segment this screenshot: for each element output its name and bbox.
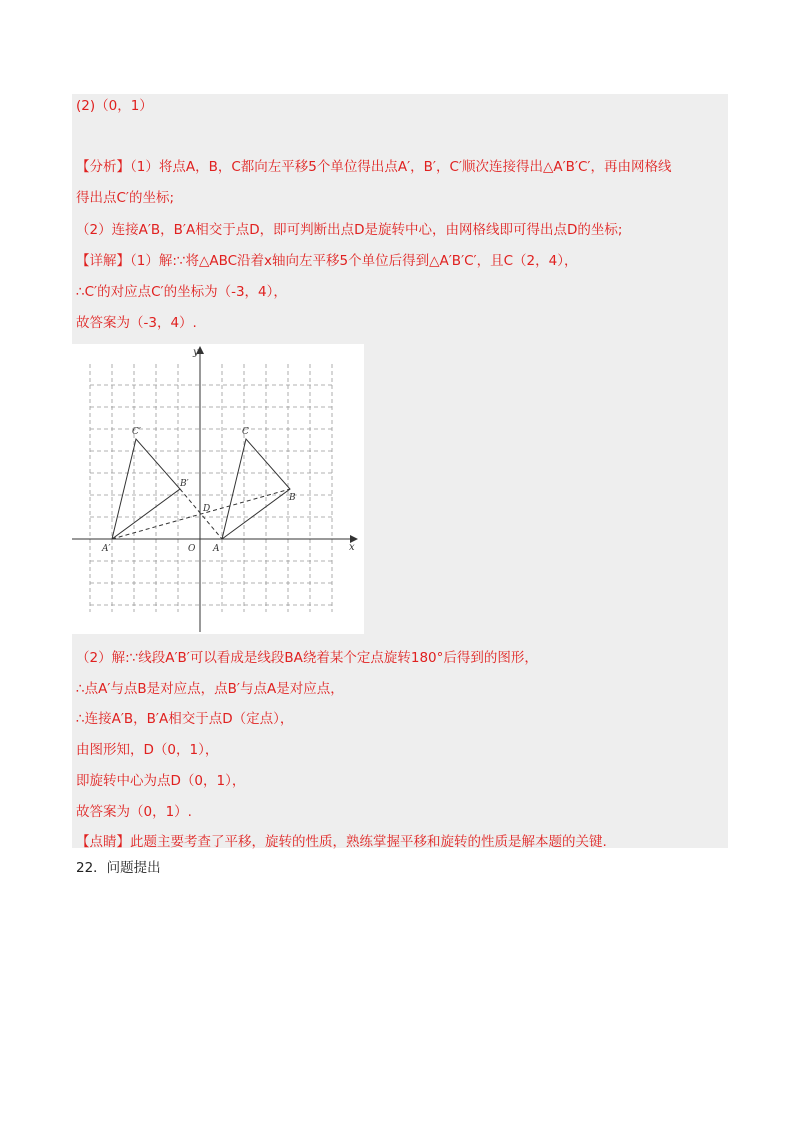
label-c-prime: C′ xyxy=(132,427,141,437)
label-x: x xyxy=(349,542,355,553)
coordinate-grid-svg xyxy=(72,344,364,634)
answer-part2: (2)（0，1） xyxy=(76,98,153,114)
solution2-line-3: ∴连接A′B，B′A相交于点D（定点）， xyxy=(76,711,294,727)
label-a: A xyxy=(213,544,220,554)
analysis-line-2: 得出点C′的坐标; xyxy=(76,190,175,206)
analysis-line-3: （2）连接A′B，B′A相交于点D，即可判断出点D是旋转中心，由网格线即可得出点D的坐标; xyxy=(76,222,623,238)
dashed-grid xyxy=(90,364,332,612)
solution2-line-5: 即旋转中心为点D（0，1）， xyxy=(76,773,246,789)
triangle-a-prime-b-prime-c-prime xyxy=(112,439,180,539)
next-question-title: 22．问题提出 xyxy=(76,860,161,876)
label-b: B xyxy=(289,493,296,503)
solution2-line-1: （2）解:∵线段A′B′可以看成是线段BA绕着某个定点旋转180°后得到的图形， xyxy=(76,650,538,666)
detail-line-2: ∴C′的对应点C′的坐标为（-3，4）， xyxy=(76,284,287,300)
solution2-line-6: 故答案为（0，1）. xyxy=(76,804,192,820)
detail-line-3: 故答案为（-3，4）. xyxy=(76,315,197,331)
segment-a-prime-b xyxy=(112,489,290,539)
analysis-line-1: 【分析】（1）将点A，B，C都向左平移5个单位得出点A′，B′，C′顺次连接得出△A′B′C′，再由网格线 xyxy=(76,159,672,175)
label-y: y xyxy=(193,347,199,358)
triangle-abc xyxy=(222,439,290,539)
label-d: D xyxy=(203,504,211,514)
solution2-line-4: 由图形知，D（0，1）， xyxy=(76,742,219,758)
detail-line-1: 【详解】（1）解:∵将△ABC沿着x轴向左平移5个单位后得到△A′B′C′，且C（2，4）， xyxy=(76,253,578,269)
label-b-prime: B′ xyxy=(180,479,189,489)
comment-line: 【点睛】此题主要考查了平移，旋转的性质，熟练掌握平移和旋转的性质是解本题的关键. xyxy=(76,834,607,850)
label-origin: O xyxy=(188,544,196,554)
label-c: C xyxy=(242,427,249,437)
label-a-prime: A′ xyxy=(102,544,111,554)
coordinate-figure xyxy=(72,344,364,634)
solution2-line-2: ∴点A′与点B是对应点，点B′与点A是对应点， xyxy=(76,681,344,697)
